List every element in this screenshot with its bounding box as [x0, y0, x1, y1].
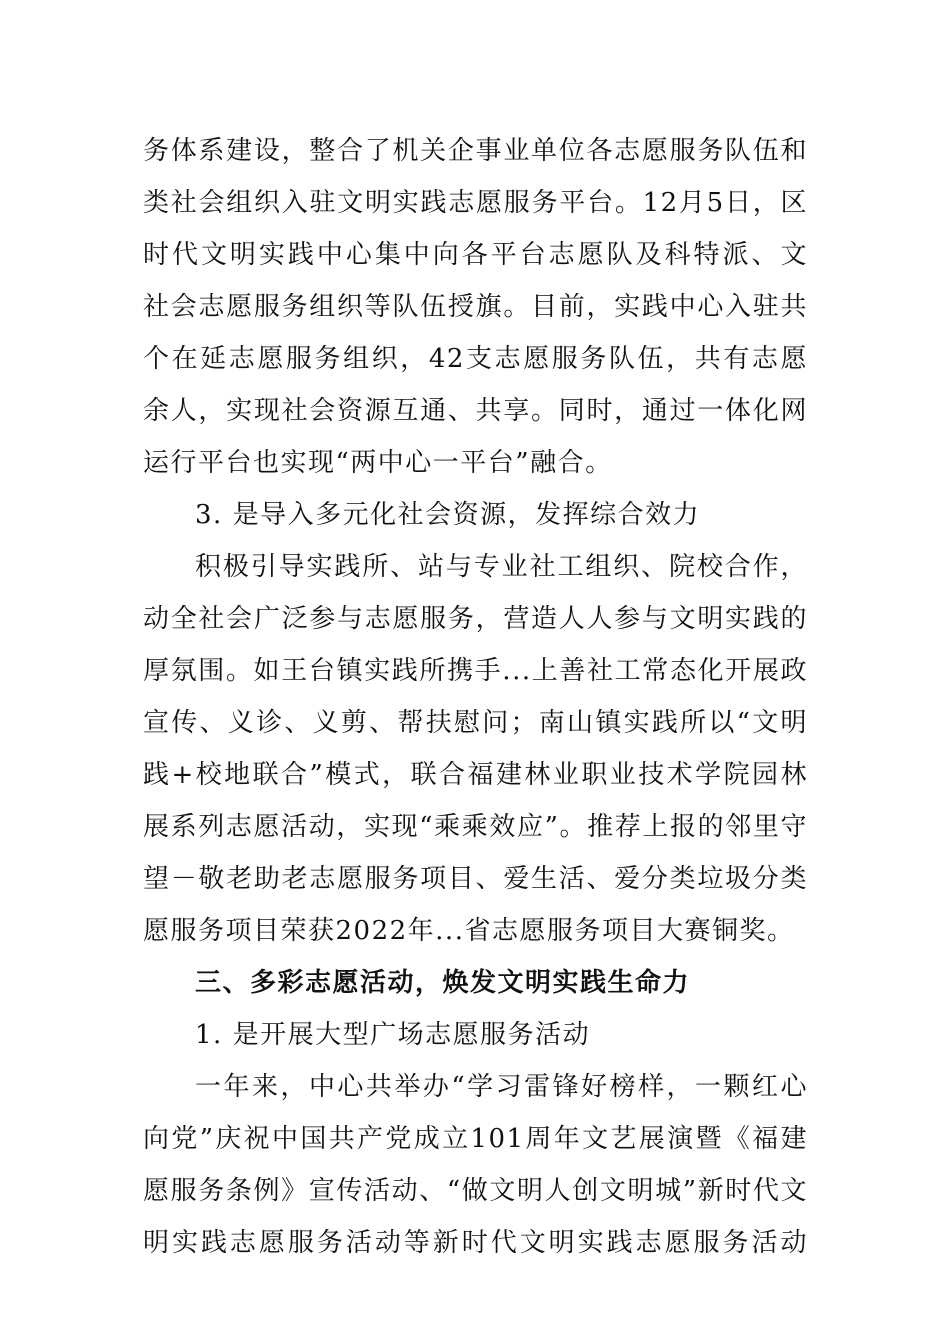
paragraph-line: 愿服务条例》宣传活动、“做文明人创文明城”新时代文 — [143, 1176, 808, 1206]
paragraph-line: 余人，实现社会资源互通、共享。同时，通过一体化网 — [143, 396, 808, 426]
paragraph-line: 类社会组织入驻文明实践志愿服务平台。12月5日，区 — [143, 188, 808, 218]
subsection-heading: 1. 是开展大型广场志愿服务活动 — [195, 1020, 591, 1050]
paragraph-line: 宣传、义诊、义剪、帮扶慰问；南山镇实践所以“文明 — [143, 708, 808, 738]
paragraph-line: 厚氛围。如王台镇实践所携手...上善社工常态化开展政 — [143, 656, 808, 686]
paragraph-line: 向党”庆祝中国共产党成立101周年文艺展演暨《福建 — [143, 1124, 808, 1154]
paragraph-line: 展系列志愿活动，实现“乘乘效应”。推荐上报的邻里守 — [143, 812, 808, 842]
paragraph-line: 社会志愿服务组织等队伍授旗。目前，实践中心入驻共 — [143, 292, 808, 322]
paragraph-line: 一年来，中心共举办“学习雷锋好榜样，一颗红心 — [195, 1072, 808, 1102]
paragraph-line: 务体系建设，整合了机关企事业单位各志愿服务队伍和 — [143, 136, 808, 166]
paragraph-line: 运行平台也实现“两中心一平台”融合。 — [143, 448, 613, 478]
document-body — [143, 125, 808, 1269]
paragraph-line: 愿服务项目荣获2022年...省志愿服务项目大赛铜奖。 — [143, 916, 795, 946]
paragraph-line: 动全社会广泛参与志愿服务，营造人人参与文明实践的 — [143, 604, 808, 634]
paragraph-line: 积极引导实践所、站与专业社工组织、院校合作， — [195, 552, 808, 582]
paragraph-line: 明实践志愿服务活动等新时代文明实践志愿服务活动 — [143, 1228, 808, 1258]
paragraph-line: 时代文明实践中心集中向各平台志愿队及科特派、文 — [143, 240, 808, 270]
subsection-heading: 3. 是导入多元化社会资源，发挥综合效力 — [195, 500, 701, 530]
paragraph-line: 践+校地联合”模式，联合福建林业职业技术学院园林 — [143, 760, 808, 790]
paragraph-line: 望－敬老助老志愿服务项目、爱生活、爱分类垃圾分类 — [143, 864, 808, 894]
section-heading: 三、多彩志愿活动，焕发文明实践生命力 — [195, 968, 691, 998]
paragraph-line: 个在延志愿服务组织，42支志愿服务队伍，共有志愿 — [143, 344, 808, 374]
